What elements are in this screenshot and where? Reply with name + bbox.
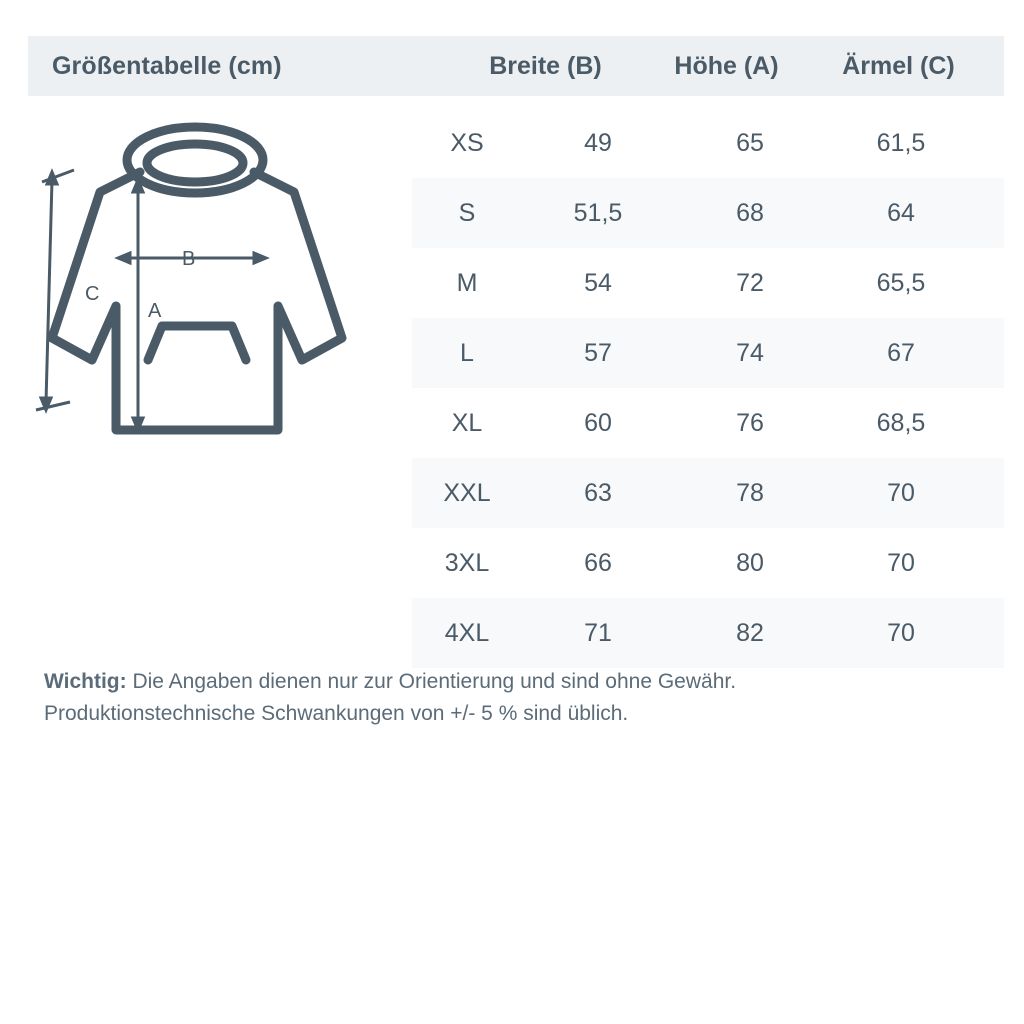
table-row <box>412 248 1004 318</box>
cell-aermel: 61,5 <box>876 128 926 157</box>
size-table <box>412 108 1004 668</box>
hoodie-diagram-icon <box>30 110 410 470</box>
label-b: B <box>182 248 196 270</box>
cell-size: XL <box>451 408 483 437</box>
cell-size: 4XL <box>444 618 490 647</box>
cell-hoehe: 80 <box>736 548 764 577</box>
cell-breite: 51,5 <box>573 198 623 227</box>
cell-size: XS <box>450 128 484 157</box>
page-title: Größentabelle (cm) <box>52 51 282 80</box>
table-row <box>412 318 1004 388</box>
cell-size: L <box>460 338 474 367</box>
label-a: A <box>148 300 162 322</box>
cell-aermel: 64 <box>887 198 915 227</box>
cell-size: 3XL <box>444 548 490 577</box>
cell-hoehe: 78 <box>736 478 764 507</box>
cell-hoehe: 68 <box>736 198 764 227</box>
cell-aermel: 70 <box>887 548 915 577</box>
column-header-aermel: Ärmel (C) <box>842 51 955 80</box>
table-row <box>412 108 1004 178</box>
cell-breite: 60 <box>584 408 612 437</box>
column-header-hoehe: Höhe (A) <box>674 51 779 80</box>
disclaimer-line2: Produktionstechnische Schwankungen von +/- 5 % sind üblich. <box>44 702 629 725</box>
cell-breite: 54 <box>584 268 612 297</box>
table-row <box>412 528 1004 598</box>
table-row <box>412 178 1004 248</box>
cell-hoehe: 76 <box>736 408 764 437</box>
cell-breite: 66 <box>584 548 612 577</box>
disclaimer-line1: Die Angaben dienen nur zur Orientierung und sind ohne Gewähr. <box>126 670 737 693</box>
disclaimer-prefix: Wichtig: <box>44 670 127 693</box>
cell-breite: 49 <box>584 128 612 157</box>
table-row <box>412 458 1004 528</box>
cell-size: M <box>456 268 478 297</box>
cell-breite: 57 <box>584 338 612 367</box>
cell-size: XXL <box>443 478 491 507</box>
cell-aermel: 65,5 <box>876 268 926 297</box>
cell-aermel: 68,5 <box>876 408 926 437</box>
table-row <box>412 388 1004 458</box>
cell-breite: 63 <box>584 478 612 507</box>
table-header-row <box>28 36 1004 96</box>
cell-aermel: 70 <box>887 618 915 647</box>
cell-aermel: 70 <box>887 478 915 507</box>
disclaimer-note <box>44 666 994 730</box>
label-c: C <box>85 283 100 305</box>
cell-hoehe: 65 <box>736 128 764 157</box>
cell-hoehe: 72 <box>736 268 764 297</box>
table-row <box>412 598 1004 668</box>
column-header-breite: Breite (B) <box>489 51 602 80</box>
cell-hoehe: 82 <box>736 618 764 647</box>
header-columns <box>450 52 1004 81</box>
cell-size: S <box>458 198 476 227</box>
cell-hoehe: 74 <box>736 338 764 367</box>
cell-breite: 71 <box>584 618 612 647</box>
cell-aermel: 67 <box>887 338 915 367</box>
